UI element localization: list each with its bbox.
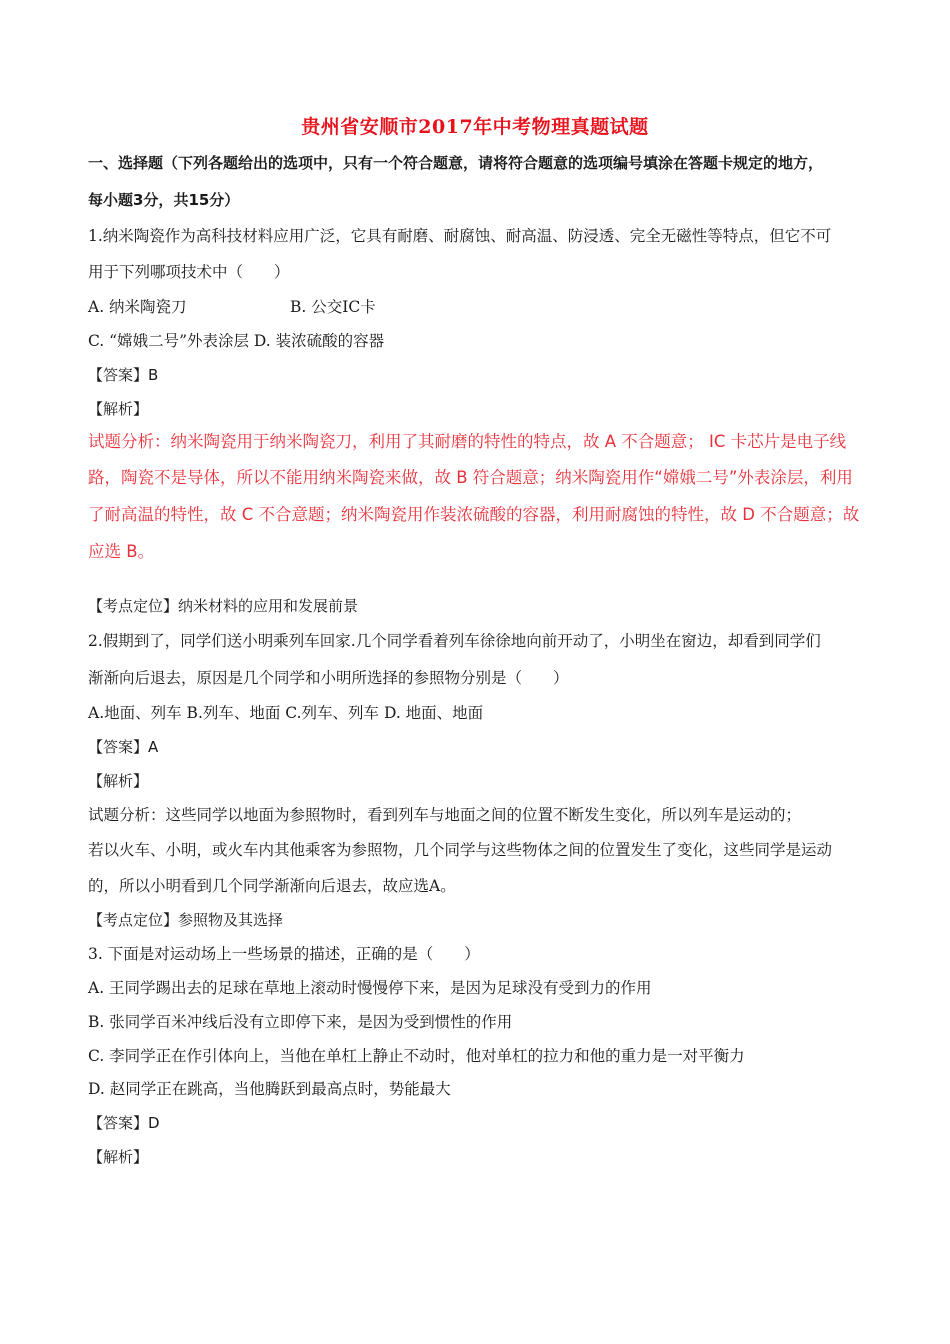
q2-stem-line-1: 2.假期到了，同学们送小明乘列车回家.几个同学看着列车徐徐地向前开动了，小明坐在窗边，却看到同学们	[88, 632, 821, 650]
q1-analysis-line-1: 试题分析：纳米陶瓷用于纳米陶瓷刀，利用了其耐磨的特性的特点，故 A 不合题意； IC 卡芯片是电子线	[88, 432, 847, 451]
document-title: 贵州省安顺市2017年中考物理真题试题	[301, 116, 649, 138]
q2-analysis-line-1: 试题分析：这些同学以地面为参照物时，看到列车与地面之间的位置不断发生变化，所以列车是运动的；	[88, 806, 802, 824]
q2-options: A.地面、列车 B.列车、地面 C.列车、列车 D. 地面、地面	[88, 704, 484, 722]
q2-analysis-line-3: 的，所以小明看到几个同学渐渐向后退去，故应选A。	[88, 877, 456, 895]
section-heading-line-2: 每小题3分，共15分）	[88, 191, 240, 209]
q3-option-a: A. 王同学踢出去的足球在草地上滚动时慢慢停下来，是因为足球没有受到力的作用	[88, 979, 652, 997]
q3-answer: 【答案】D	[88, 1114, 160, 1132]
q2-answer: 【答案】A	[88, 738, 159, 756]
q1-option-a: A. 纳米陶瓷刀	[88, 298, 187, 316]
q3-analysis-label: 【解析】	[88, 1148, 149, 1166]
q1-stem-line-1: 1.纳米陶瓷作为高科技材料应用广泛，它具有耐磨、耐腐蚀、耐高温、防浸透、完全无磁性等特点，但它不可	[88, 227, 832, 245]
q1-stem-line-2: 用于下列哪项技术中（ ）	[88, 263, 290, 281]
q2-knowledge-point: 【考点定位】参照物及其选择	[88, 911, 284, 929]
q2-stem-line-2: 渐渐向后退去，原因是几个同学和小明所选择的参照物分别是（ ）	[88, 669, 569, 687]
q1-analysis-label: 【解析】	[88, 400, 149, 418]
q1-options-row-2: C. “嫦娥二号”外表涂层 D. 装浓硫酸的容器	[88, 332, 385, 350]
section-heading-line-1: 一、选择题（下列各题给出的选项中，只有一个符合题意，请将符合题意的选项编号填涂在答题卡规定的地方，	[88, 154, 824, 172]
q2-analysis-line-2: 若以火车、小明，或火车内其他乘客为参照物，几个同学与这些物体之间的位置发生了变化，这些同学是运动	[88, 841, 833, 859]
q3-option-c: C. 李同学正在作引体向上，当他在单杠上静止不动时，他对单杠的拉力和他的重力是一对平衡力	[88, 1047, 745, 1065]
q3-option-d: D. 赵同学正在跳高，当他腾跃到最高点时，势能最大	[88, 1080, 451, 1098]
q3-stem: 3. 下面是对运动场上一些场景的描述，正确的是（ ）	[88, 945, 480, 963]
q1-analysis-line-4: 应选 B。	[88, 542, 155, 561]
q1-options-row-1	[88, 297, 187, 317]
q1-knowledge-point: 【考点定位】纳米材料的应用和发展前景	[88, 597, 359, 615]
q1-answer: 【答案】B	[88, 366, 159, 384]
q1-analysis-line-3: 了耐高温的特性，故 C 不合意题；纳米陶瓷用作装浓硫酸的容器，利用耐腐蚀的特性，故 D 不合题意；故	[88, 505, 860, 524]
q2-analysis-label: 【解析】	[88, 772, 149, 790]
q3-option-b: B. 张同学百米冲线后没有立即停下来，是因为受到惯性的作用	[88, 1013, 513, 1031]
q1-analysis-line-2: 路，陶瓷不是导体，所以不能用纳米陶瓷来做，故 B 符合题意；纳米陶瓷用作“嫦娥二号”外表涂层，利用	[88, 468, 853, 487]
q1-option-b: B. 公交IC卡	[290, 298, 376, 316]
